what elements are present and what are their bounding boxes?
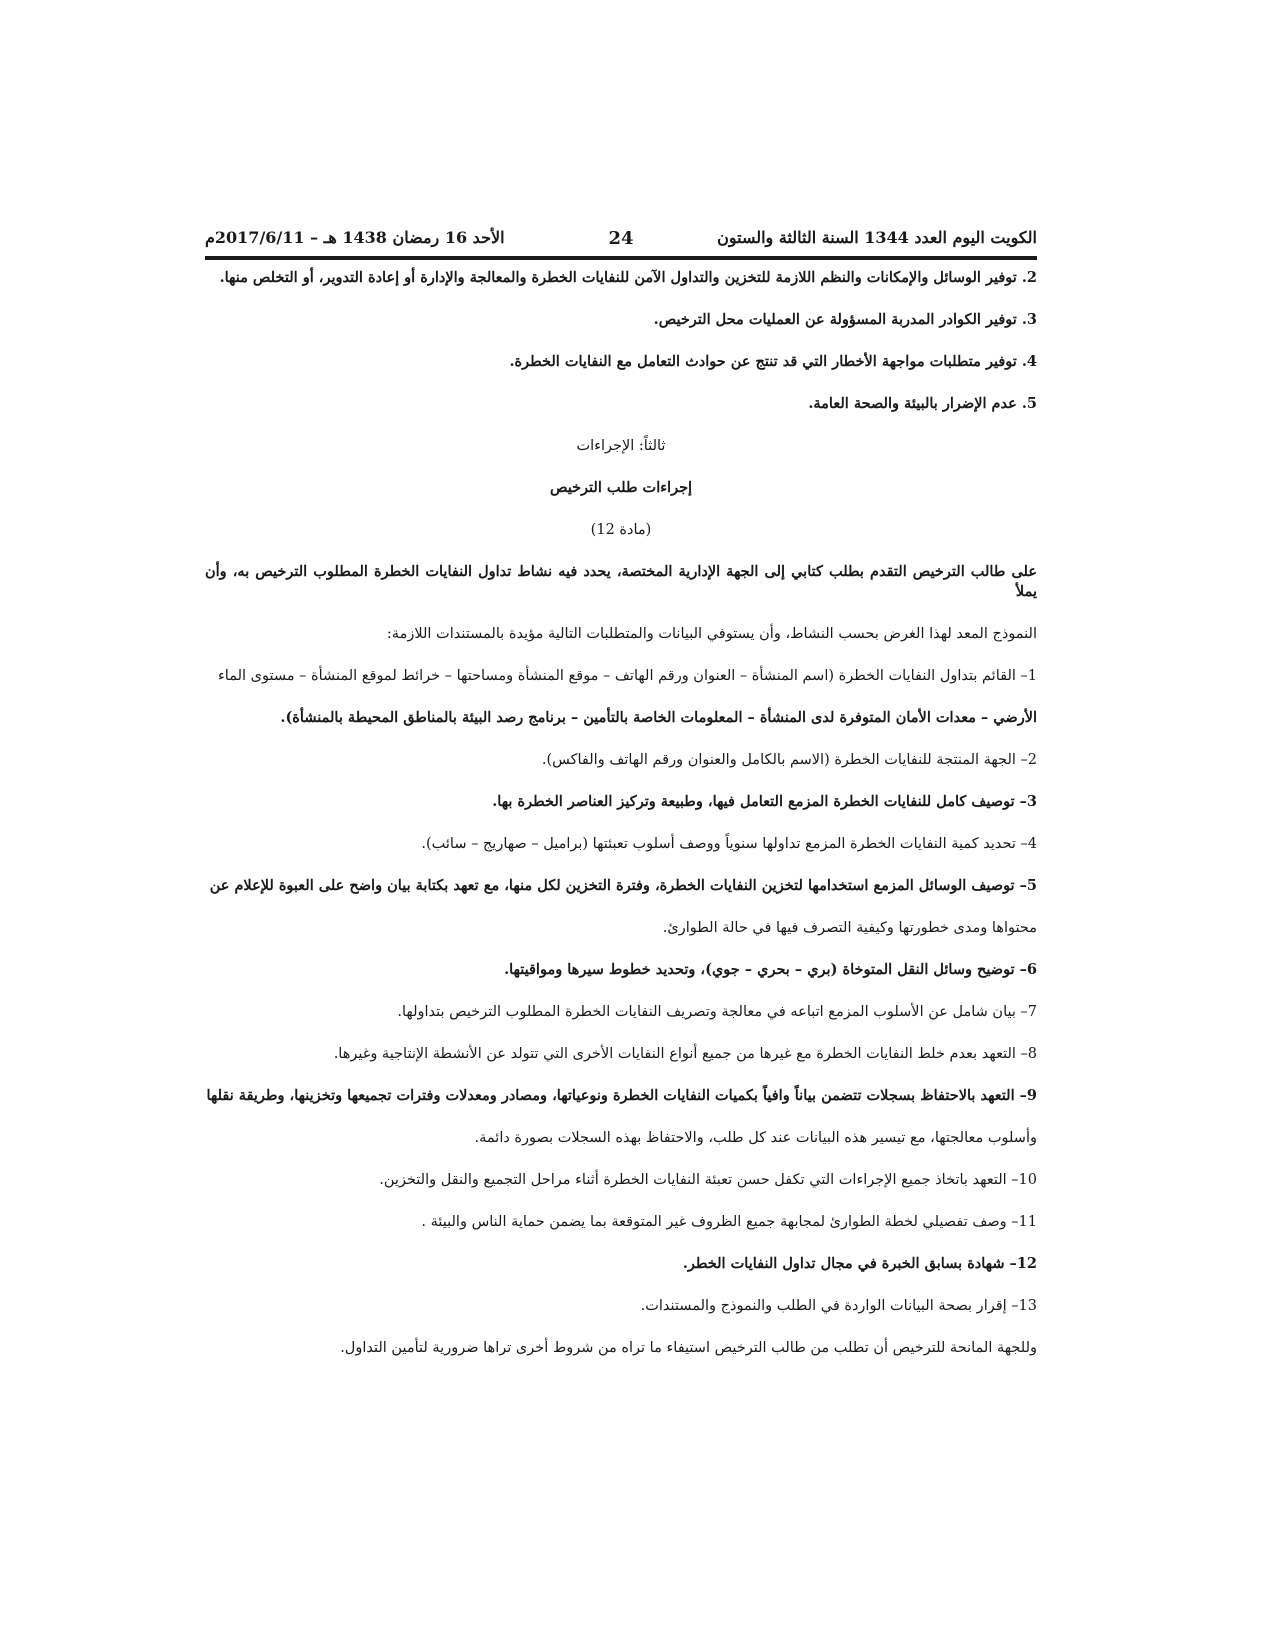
requirement-13: 13– إقرار بصحة البيانات الواردة في الطلب والنموذج والمستندات. — [640, 1298, 1037, 1314]
header-page-number: 24 — [608, 228, 634, 249]
requirement-1-line-1: 1– القائم بتداول النفايات الخطرة (اسم المنشأة – العنوان ورقم الهاتف – موقع المنشأة ومساحتها – خرائط لموقع المنشأة – مستوى الماء — [217, 668, 1037, 684]
requirement-3: 3– توصيف كامل للنفايات الخطرة المزمع التعامل فيها، وطبيعة وتركيز العناصر الخطرة بها. — [492, 793, 1037, 810]
article-number: (مادة 12) — [590, 522, 652, 538]
intro-line-2: النموذج المعد لهذا الغرض بحسب النشاط، وأن يستوفي البيانات والمتطلبات التالية مؤيدة بالمستندات اللازمة: — [386, 626, 1037, 642]
intro-line-1: على طالب الترخيص التقدم بطلب كتابي إلى الجهة الإدارية المختصة، يحدد فيه نشاط تداول النفايات الخطرة المطلوب الترخيص به، وأن يملأ — [205, 563, 1037, 600]
closing-paragraph: وللجهة المانحة للترخيص أن تطلب من طالب الترخيص استيفاء ما تراه من شروط أخرى تراها ضرورية لتأمين التداول. — [340, 1340, 1037, 1356]
requirement-5-line-2: محتواها ومدى خطورتها وكيفية التصرف فيها في حالة الطوارئ. — [662, 920, 1037, 936]
sub-heading: إجراءات طلب الترخيص — [549, 479, 693, 496]
document-page — [205, 228, 1037, 1358]
list-item-4: 4. توفير متطلبات مواجهة الأخطار التي قد تنتج عن حوادث التعامل مع النفايات الخطرة. — [509, 353, 1037, 370]
requirement-5-line-1: 5– توصيف الوسائل المزمع استخدامها لتخزين النفايات الخطرة، وفترة التخزين لكل منها، مع تعهد بكتابة بيان واضح على العبوة للإعلام عن — [209, 877, 1037, 894]
page-header — [205, 228, 1037, 252]
requirement-9-line-1: 9– التعهد بالاحتفاظ بسجلات تتضمن بياناً وافياً بكميات النفايات الخطرة ونوعياتها، ومصادر ومعدلات وفترات تجميعها وتخزينها، وطريقة نقلها — [206, 1087, 1037, 1104]
requirement-2: 2– الجهة المنتجة للنفايات الخطرة (الاسم بالكامل والعنوان ورقم الهاتف والفاكس). — [541, 752, 1037, 768]
requirement-9-line-2: وأسلوب معالجتها، مع تيسير هذه البيانات عند كل طلب، والاحتفاظ بهذه السجلات بصورة دائمة. — [474, 1130, 1037, 1146]
header-rule — [205, 256, 1037, 260]
header-date: الأحد 16 رمضان 1438 هـ – 2017/6/11م — [205, 228, 505, 247]
requirement-6: 6– توضيح وسائل النقل المتوخاة (بري – بحري – جوي)، وتحديد خطوط سيرها ومواقيتها. — [504, 961, 1037, 978]
list-item-3: 3. توفير الكوادر المدربة المسؤولة عن العمليات محل الترخيص. — [653, 311, 1037, 328]
header-publication: الكويت اليوم العدد 1344 السنة الثالثة والستون — [717, 228, 1037, 247]
requirement-1-line-2: الأرضي – معدات الأمان المتوفرة لدى المنشأة – المعلومات الخاصة بالتأمين – برنامج رصد البيئة بالمناطق المحيطة بالمنشأة). — [280, 709, 1037, 726]
requirement-12: 12– شهادة بسابق الخبرة في مجال تداول النفايات الخطر. — [682, 1255, 1037, 1272]
requirement-11: 11– وصف تفصيلي لخطة الطوارئ لمجابهة جميع الظروف غير المتوقعة بما يضمن حماية الناس والبيئة . — [421, 1214, 1037, 1230]
requirement-7: 7– بيان شامل عن الأسلوب المزمع اتباعه في معالجة وتصريف النفايات الخطرة المطلوب الترخيص بتداولها. — [397, 1004, 1037, 1020]
requirement-4: 4– تحديد كمية النفايات الخطرة المزمع تداولها سنوياً ووصف أسلوب تعبئتها (براميل – صهاريج – سائب). — [421, 836, 1037, 852]
list-item-5: 5. عدم الإضرار بالبيئة والصحة العامة. — [808, 395, 1037, 412]
requirement-8: 8– التعهد بعدم خلط النفايات الخطرة مع غيرها من جميع أنواع النفايات الأخرى التي تتولد عن الأنشطة الإنتاجية وغيرها. — [333, 1046, 1037, 1062]
requirement-10: 10– التعهد باتخاذ جميع الإجراءات التي تكفل حسن تعبئة النفايات الخطرة أثناء مراحل التجميع والنقل والتخزين. — [379, 1172, 1037, 1188]
list-item-2: 2. توفير الوسائل والإمكانات والنظم اللازمة للتخزين والتداول الآمن للنفايات الخطرة والمعالجة والإدارة أو إعادة التدوير، أو التخلص منها. — [219, 269, 1037, 286]
section-heading: ثالثاً: الإجراءات — [576, 438, 666, 454]
